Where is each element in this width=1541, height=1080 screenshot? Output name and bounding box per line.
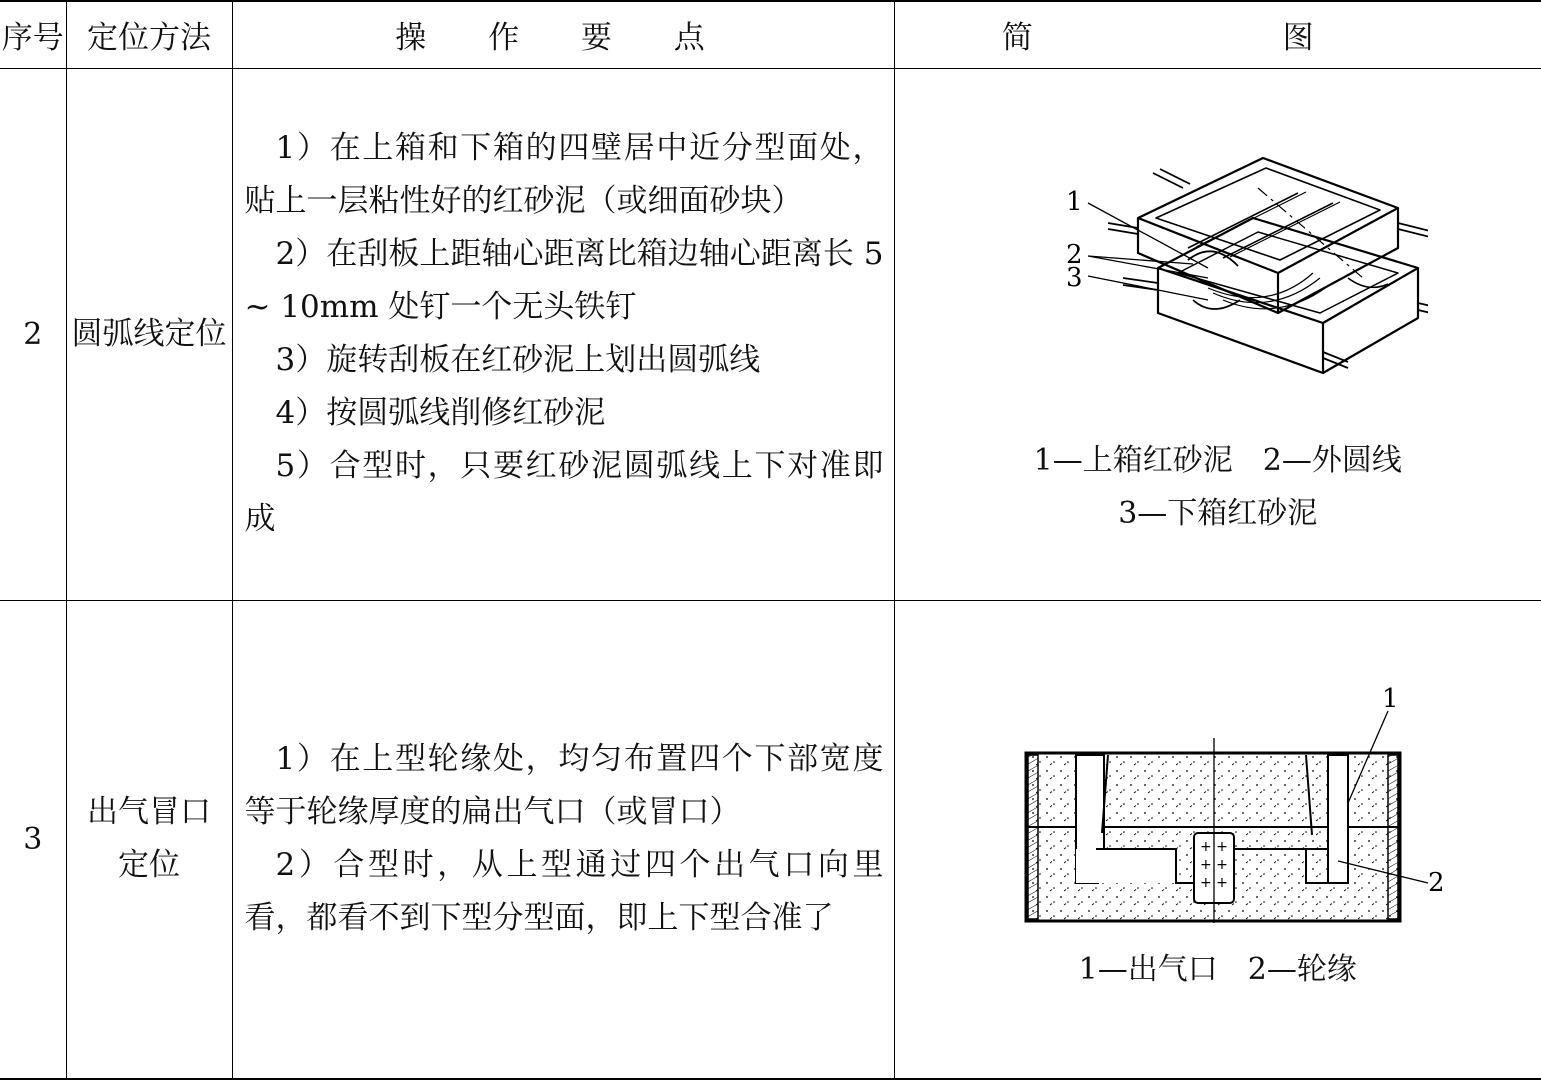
header-no: 序号: [0, 1, 66, 68]
step-text: 2）在刮板上距轴心距离比箱边轴心距离长 5 ~ 10mm 处钉一个无头铁钉: [245, 228, 884, 334]
label-3: 3: [1066, 263, 1083, 293]
step-text: 3）旋转刮板在红砂泥上划出圆弧线: [245, 334, 884, 387]
figure-caption-line: 3—下箱红砂泥: [895, 487, 1541, 540]
operation-steps: [232, 600, 894, 1079]
method-name: [66, 600, 232, 1079]
figure-caption-line: 1—上箱红砂泥 2—外圆线: [895, 434, 1541, 487]
svg-text:+ +: + +: [1200, 839, 1228, 855]
table-header-row: [0, 1, 1541, 68]
svg-text:+ +: + +: [1200, 875, 1228, 891]
figure-cell: [894, 600, 1541, 1079]
table-row: [0, 600, 1541, 1079]
figure-cell: [894, 68, 1541, 600]
method-name-line: 定位: [67, 839, 232, 892]
row-number: 3: [0, 600, 66, 1079]
step-text: 1）在上箱和下箱的四壁居中近分型面处，贴上一层粘性好的红砂泥（或细面砂块）: [245, 122, 884, 228]
label-1: 1: [1382, 684, 1399, 714]
method-name: 圆弧线定位: [66, 68, 232, 600]
step-text: 1）在上型轮缘处，均匀布置四个下部宽度等于轮缘厚度的扁出气口（或冒口）: [245, 733, 884, 839]
label-2: 2: [1066, 240, 1083, 270]
label-1: 1: [1066, 187, 1083, 217]
method-name-line: 出气冒口: [67, 786, 232, 839]
label-2: 2: [1428, 868, 1445, 898]
step-text: 5）合型时，只要红砂泥圆弧线上下对准即成: [245, 440, 884, 546]
table-row: [0, 68, 1541, 600]
svg-text:+ +: + +: [1200, 857, 1228, 873]
header-method: 定位方法: [66, 1, 232, 68]
row-number: 2: [0, 68, 66, 600]
figure-caption: 1—出气口 2—轮缘: [895, 943, 1541, 996]
step-text: 2）合型时，从上型通过四个出气口向里看，都看不到下型分型面，即上下型合准了: [245, 839, 884, 945]
operation-steps: [232, 68, 894, 600]
header-points: 操 作 要 点: [232, 1, 894, 68]
header-figure: 简 图: [894, 1, 1541, 68]
vent-riser-diagram: [988, 683, 1448, 923]
flask-arc-diagram: [1008, 128, 1428, 428]
step-text: 4）按圆弧线削修红砂泥: [245, 387, 884, 440]
